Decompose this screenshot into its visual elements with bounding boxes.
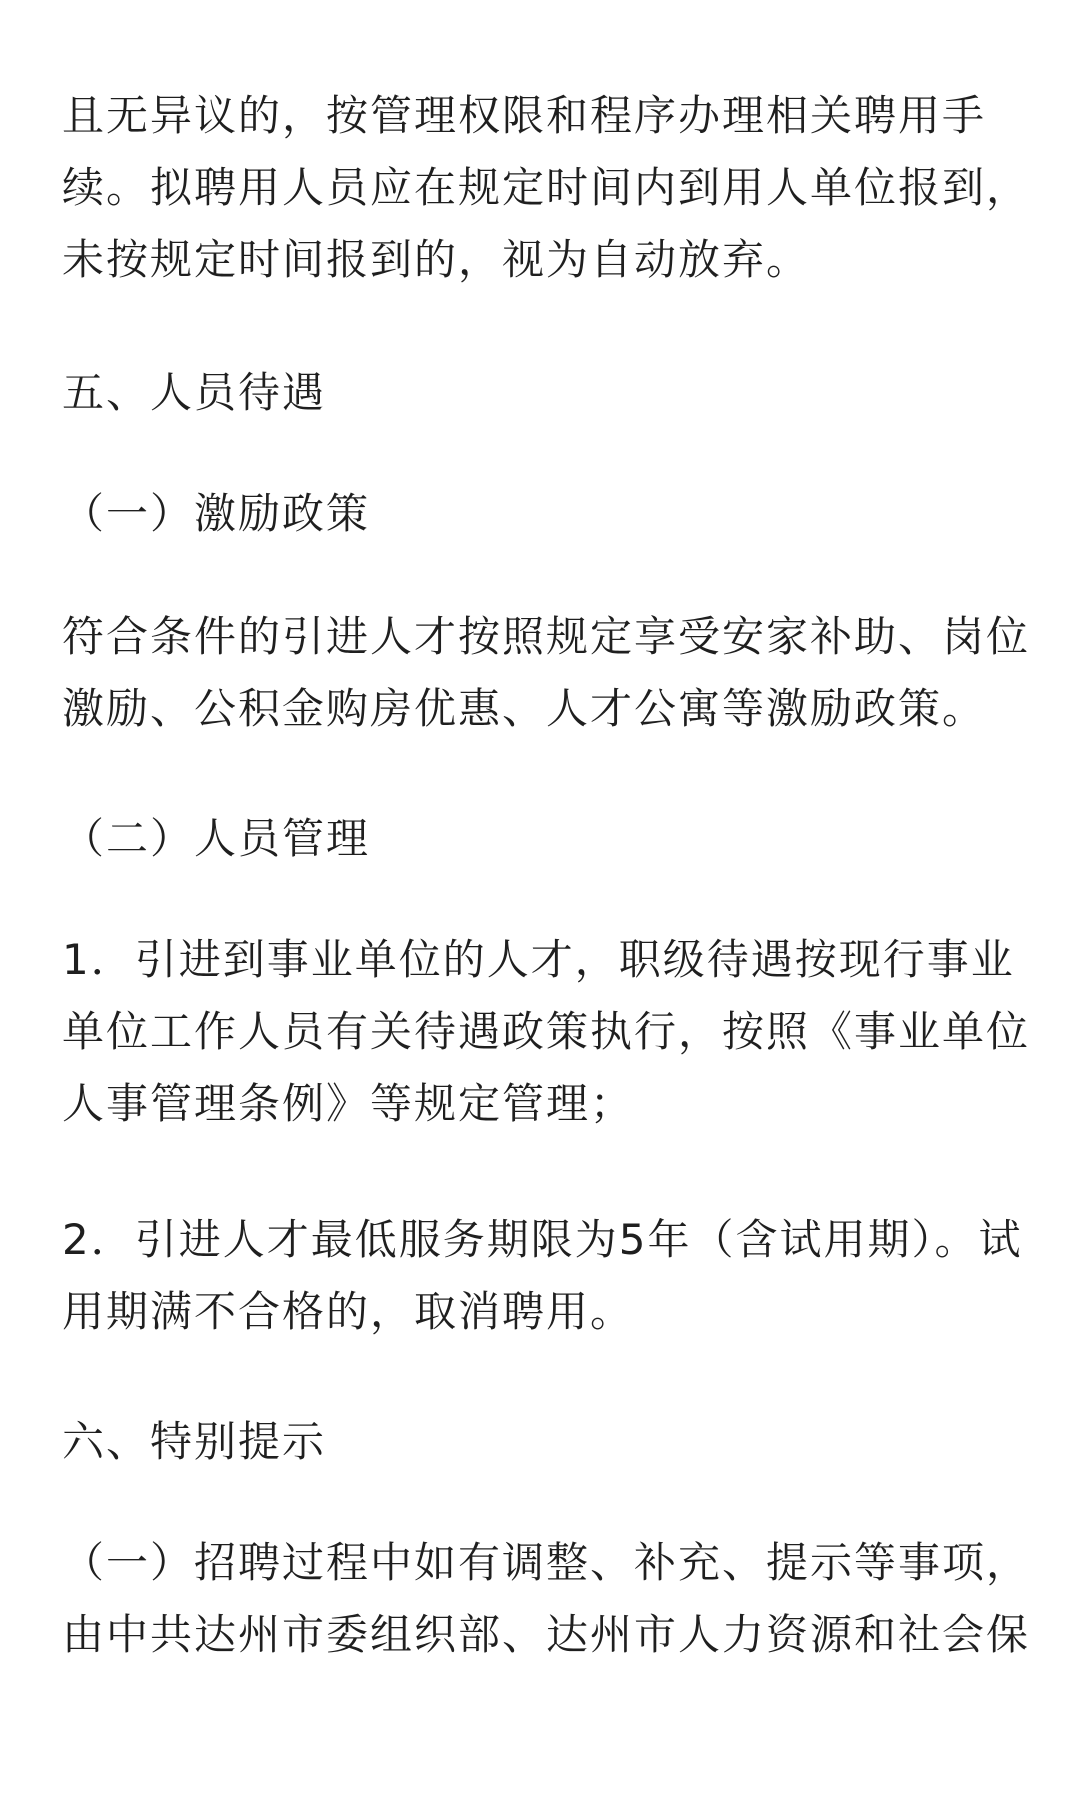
- text-line: 且无异议的，按管理权限和程序办理相关聘用手: [62, 91, 987, 140]
- text-line: 未按规定时间报到的，视为自动放弃。: [62, 235, 811, 284]
- subsection-heading-personnel-management: （二）人员管理: [62, 814, 371, 863]
- section-heading-special-notice: 六、特别提示: [62, 1417, 327, 1466]
- text-line: 1．引进到事业单位的人才，职级待遇按现行事业: [62, 935, 1015, 984]
- text-line: 符合条件的引进人才按照规定享受安家补助、岗位: [62, 612, 1031, 661]
- text-line: 单位工作人员有关待遇政策执行，按照《事业单位: [62, 1007, 1031, 1056]
- paragraph-management-item-2: [62, 1204, 1022, 1348]
- text-line: 人事管理条例》等规定管理；: [62, 1079, 635, 1128]
- text-line: 激励、公积金购房优惠、人才公寓等激励政策。: [62, 684, 987, 733]
- text-line: 续。拟聘用人员应在规定时间内到用人单位报到，: [62, 163, 1031, 212]
- paragraph-employment-procedure: [62, 80, 1030, 296]
- section-heading-treatment: 五、人员待遇: [62, 368, 327, 417]
- paragraph-incentive-policy: [62, 601, 1030, 745]
- text-line: 用期满不合格的，取消聘用。: [62, 1287, 635, 1336]
- text-line: （一）招聘过程中如有调整、补充、提示等事项，: [62, 1538, 1031, 1587]
- text-line: 2．引进人才最低服务期限为5年（含试用期）。试: [62, 1215, 1023, 1264]
- paragraph-special-notice-1: [62, 1527, 1030, 1671]
- paragraph-management-item-1: [62, 924, 1030, 1140]
- subsection-heading-incentive-policy: （一）激励政策: [62, 489, 371, 538]
- text-line: 由中共达州市委组织部、达州市人力资源和社会保: [62, 1610, 1031, 1659]
